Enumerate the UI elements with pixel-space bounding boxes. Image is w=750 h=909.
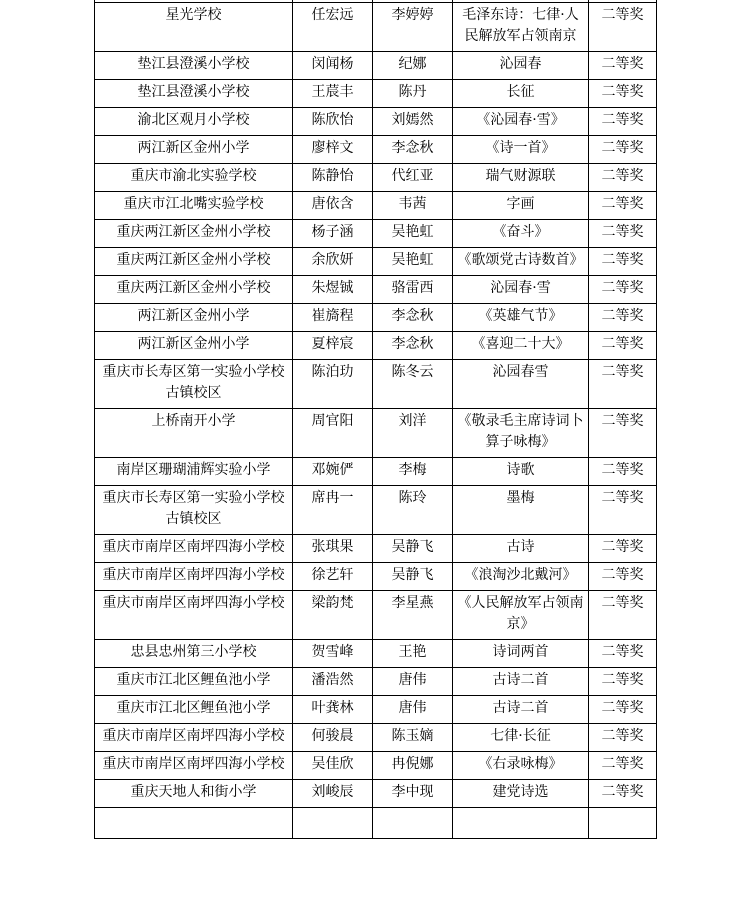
prize-cell: 二等奖: [589, 563, 657, 591]
school-cell: 重庆两江新区金州小学校: [95, 276, 293, 304]
table-row: [95, 276, 657, 304]
teacher-cell: 李婷婷: [373, 3, 453, 52]
school-cell: 渝北区观月小学校: [95, 108, 293, 136]
work-cell: 字画: [453, 192, 589, 220]
table-row: [95, 780, 657, 808]
work-cell: 古诗: [453, 535, 589, 563]
school-cell: 垫江县澄溪小学校: [95, 52, 293, 80]
school-cell: 重庆两江新区金州小学校: [95, 220, 293, 248]
school-cell: 上桥南开小学: [95, 409, 293, 458]
work-cell: 建党诗选: [453, 780, 589, 808]
table-row: [95, 458, 657, 486]
student-cell: 席冉一: [293, 486, 373, 535]
work-cell: 《浪淘沙北戴河》: [453, 563, 589, 591]
prize-cell: 二等奖: [589, 248, 657, 276]
teacher-cell: 冉倪娜: [373, 752, 453, 780]
student-cell: 何骏晨: [293, 724, 373, 752]
table-row: [95, 535, 657, 563]
prize-cell: 二等奖: [589, 458, 657, 486]
school-cell: 重庆市南岸区南坪四海小学校: [95, 535, 293, 563]
teacher-cell: 代红亚: [373, 164, 453, 192]
table-row: [95, 668, 657, 696]
prize-cell: 二等奖: [589, 780, 657, 808]
school-cell: 重庆市长寿区第一实验小学校古镇校区: [95, 360, 293, 409]
table-row: [95, 304, 657, 332]
work-cell: 沁园春雪: [453, 360, 589, 409]
teacher-cell: 韦茜: [373, 192, 453, 220]
teacher-cell: 吴静飞: [373, 563, 453, 591]
teacher-cell: 刘嫣然: [373, 108, 453, 136]
school-cell: 重庆市长寿区第一实验小学校古镇校区: [95, 486, 293, 535]
work-cell: 《诗一首》: [453, 136, 589, 164]
table-row: [95, 80, 657, 108]
teacher-cell: 唐伟: [373, 696, 453, 724]
student-cell: 吴佳欣: [293, 752, 373, 780]
school-cell: 垫江县澄溪小学校: [95, 80, 293, 108]
teacher-cell: 纪娜: [373, 52, 453, 80]
work-cell: 七律·长征: [453, 724, 589, 752]
prize-cell: 二等奖: [589, 668, 657, 696]
clipped-cell: [453, 808, 589, 839]
school-cell: 星光学校: [95, 3, 293, 52]
awards-table: [94, 0, 657, 839]
prize-cell: 二等奖: [589, 752, 657, 780]
student-cell: 朱煜铖: [293, 276, 373, 304]
prize-cell: 二等奖: [589, 332, 657, 360]
teacher-cell: 陈冬云: [373, 360, 453, 409]
teacher-cell: 李念秋: [373, 136, 453, 164]
work-cell: 《人民解放军占领南京》: [453, 591, 589, 640]
work-cell: 《英雄气节》: [453, 304, 589, 332]
student-cell: 陈泊玏: [293, 360, 373, 409]
table-row: [95, 724, 657, 752]
table-row: [95, 136, 657, 164]
prize-cell: 二等奖: [589, 360, 657, 409]
prize-cell: 二等奖: [589, 591, 657, 640]
school-cell: 南岸区珊瑚浦辉实验小学: [95, 458, 293, 486]
student-cell: 杨子涵: [293, 220, 373, 248]
table-row: [95, 486, 657, 535]
table-row: [95, 752, 657, 780]
table-row: [95, 164, 657, 192]
student-cell: 徐艺轩: [293, 563, 373, 591]
student-cell: 余欣妍: [293, 248, 373, 276]
table-row: [95, 192, 657, 220]
student-cell: 夏梓宸: [293, 332, 373, 360]
school-cell: 重庆市南岸区南坪四海小学校: [95, 591, 293, 640]
table-row: [95, 360, 657, 409]
table-row-clipped: [95, 808, 657, 839]
teacher-cell: 李念秋: [373, 304, 453, 332]
prize-cell: 二等奖: [589, 486, 657, 535]
school-cell: 两江新区金州小学: [95, 332, 293, 360]
work-cell: 《敬录毛主席诗词卜算子咏梅》: [453, 409, 589, 458]
work-cell: 墨梅: [453, 486, 589, 535]
teacher-cell: 吴艳虹: [373, 220, 453, 248]
school-cell: 重庆市南岸区南坪四海小学校: [95, 752, 293, 780]
prize-cell: 二等奖: [589, 52, 657, 80]
table-row: [95, 591, 657, 640]
school-cell: 两江新区金州小学: [95, 136, 293, 164]
table-row: [95, 332, 657, 360]
prize-cell: 二等奖: [589, 3, 657, 52]
table-row: [95, 108, 657, 136]
teacher-cell: 骆雷西: [373, 276, 453, 304]
student-cell: 邓婉俨: [293, 458, 373, 486]
student-cell: 陈欣怡: [293, 108, 373, 136]
student-cell: 陈静怡: [293, 164, 373, 192]
clipped-cell: [95, 808, 293, 839]
school-cell: 重庆市江北区鲤鱼池小学: [95, 668, 293, 696]
work-cell: 沁园春·雪: [453, 276, 589, 304]
clipped-cell: [373, 808, 453, 839]
school-cell: 重庆天地人和街小学: [95, 780, 293, 808]
teacher-cell: 李星燕: [373, 591, 453, 640]
prize-cell: 二等奖: [589, 192, 657, 220]
school-cell: 重庆两江新区金州小学校: [95, 248, 293, 276]
school-cell: 重庆市江北嘴实验学校: [95, 192, 293, 220]
clipped-cell: [589, 808, 657, 839]
prize-cell: 二等奖: [589, 276, 657, 304]
table-row: [95, 696, 657, 724]
work-cell: 瑞气财源联: [453, 164, 589, 192]
work-cell: 《歌颂党古诗数首》: [453, 248, 589, 276]
teacher-cell: 陈玲: [373, 486, 453, 535]
prize-cell: 二等奖: [589, 535, 657, 563]
prize-cell: 二等奖: [589, 696, 657, 724]
teacher-cell: 陈玉嫡: [373, 724, 453, 752]
prize-cell: 二等奖: [589, 80, 657, 108]
student-cell: 潘浩然: [293, 668, 373, 696]
teacher-cell: 吴艳虹: [373, 248, 453, 276]
student-cell: 王莀丰: [293, 80, 373, 108]
work-cell: 《喜迎二十大》: [453, 332, 589, 360]
student-cell: 梁韵梵: [293, 591, 373, 640]
work-cell: 诗歌: [453, 458, 589, 486]
work-cell: 古诗二首: [453, 696, 589, 724]
school-cell: 重庆市渝北实验学校: [95, 164, 293, 192]
student-cell: 贺雪峰: [293, 640, 373, 668]
teacher-cell: 李中现: [373, 780, 453, 808]
table-row: [95, 640, 657, 668]
work-cell: 沁园春: [453, 52, 589, 80]
table-row: [95, 409, 657, 458]
teacher-cell: 刘洋: [373, 409, 453, 458]
work-cell: 《右录咏梅》: [453, 752, 589, 780]
student-cell: 廖梓文: [293, 136, 373, 164]
student-cell: 闵闻杨: [293, 52, 373, 80]
school-cell: 忠县忠州第三小学校: [95, 640, 293, 668]
school-cell: 重庆市南岸区南坪四海小学校: [95, 724, 293, 752]
prize-cell: 二等奖: [589, 409, 657, 458]
school-cell: 重庆市南岸区南坪四海小学校: [95, 563, 293, 591]
prize-cell: 二等奖: [589, 108, 657, 136]
work-cell: 毛泽东诗：七律·人民解放军占领南京: [453, 3, 589, 52]
table-row: [95, 220, 657, 248]
teacher-cell: 陈丹: [373, 80, 453, 108]
teacher-cell: 李梅: [373, 458, 453, 486]
work-cell: 古诗二首: [453, 668, 589, 696]
student-cell: 任宏远: [293, 3, 373, 52]
prize-cell: 二等奖: [589, 304, 657, 332]
teacher-cell: 王艳: [373, 640, 453, 668]
work-cell: 长征: [453, 80, 589, 108]
student-cell: 崔旖程: [293, 304, 373, 332]
school-cell: 重庆市江北区鲤鱼池小学: [95, 696, 293, 724]
student-cell: 唐依含: [293, 192, 373, 220]
prize-cell: 二等奖: [589, 220, 657, 248]
work-cell: 《沁园春·雪》: [453, 108, 589, 136]
work-cell: 诗词两首: [453, 640, 589, 668]
prize-cell: 二等奖: [589, 136, 657, 164]
awards-table-body: [95, 0, 657, 839]
table-row: [95, 248, 657, 276]
prize-cell: 二等奖: [589, 640, 657, 668]
student-cell: 刘峻辰: [293, 780, 373, 808]
table-row: [95, 563, 657, 591]
student-cell: 叶龚林: [293, 696, 373, 724]
teacher-cell: 李念秋: [373, 332, 453, 360]
teacher-cell: 唐伟: [373, 668, 453, 696]
table-row: [95, 52, 657, 80]
student-cell: 周官阳: [293, 409, 373, 458]
clipped-cell: [293, 808, 373, 839]
prize-cell: 二等奖: [589, 724, 657, 752]
school-cell: 两江新区金州小学: [95, 304, 293, 332]
teacher-cell: 吴静飞: [373, 535, 453, 563]
student-cell: 张琪果: [293, 535, 373, 563]
work-cell: 《奋斗》: [453, 220, 589, 248]
table-row: [95, 3, 657, 52]
prize-cell: 二等奖: [589, 164, 657, 192]
